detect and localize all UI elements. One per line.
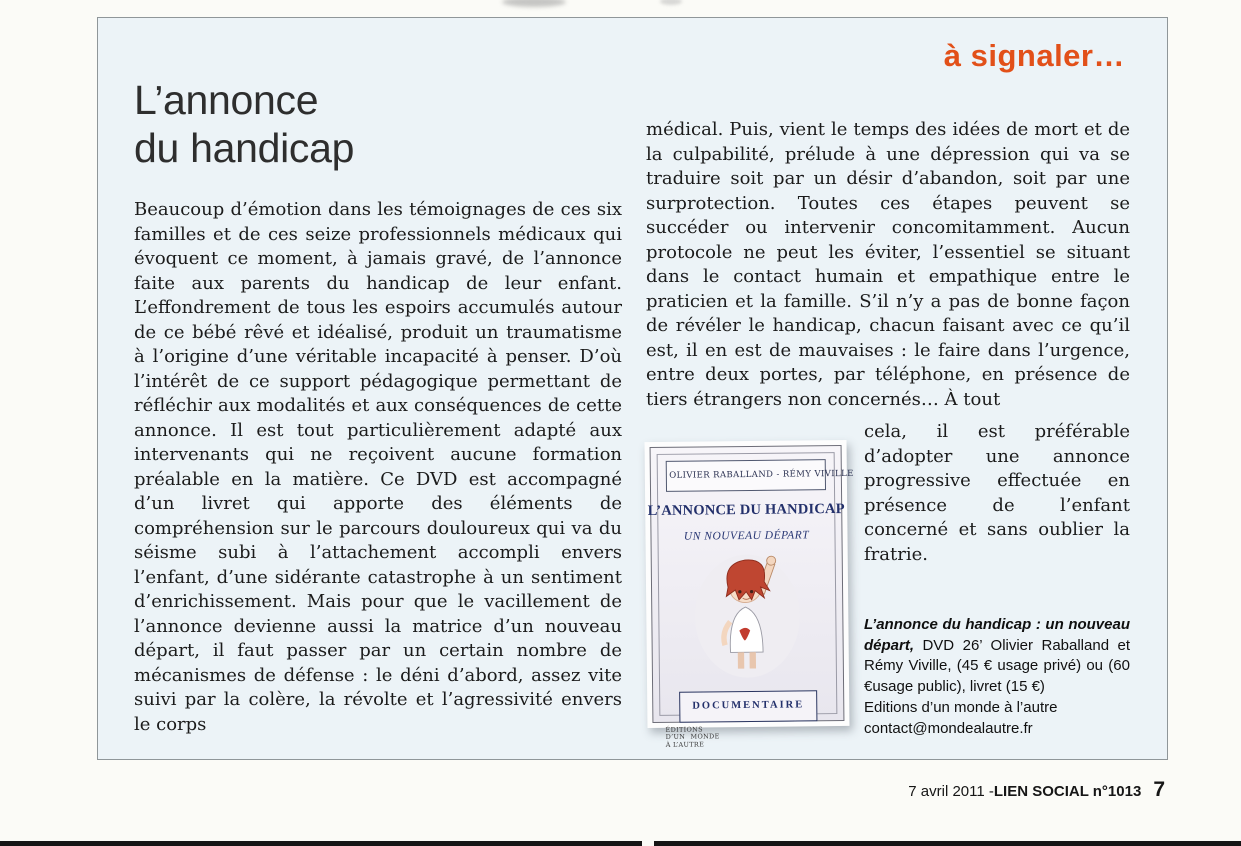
- scan-artifact-top: [502, 0, 566, 7]
- caption-details: DVD 26’ Olivier Raballand et Rémy Viville, (45 € usage privé) ou (60 €usage public), livret (15 €): [864, 636, 1130, 695]
- caption-title: L’annonce du handicap : un nouveau départ,: [864, 616, 1130, 654]
- girl-illustration-icon: [688, 550, 807, 683]
- page-footer: [908, 778, 1165, 802]
- dvd-cover-illustration: [688, 550, 807, 691]
- article-column-right: [646, 118, 1130, 749]
- content-panel: [97, 17, 1168, 760]
- dvd-cover-frame: [647, 452, 854, 749]
- article-column-right-text: médical. Puis, vient le temps des idées de mort et de la culpabilité, prélude à une dépression qui va se traduire soit par un désir d’abandon, soit par une surprotection. Toutes ces étapes peuvent se succéder ou intervenir concomitamment. Aucun protocole ne peut les éviter, l’essentiel se situant dans le contact humain et empathique entre le praticien et la famille. S’il n’y a pas de bonne façon de révéler le handicap, chacun faisant avec ce qu’il est, il en est de mauvaises : le faire dans l’urgence, entre deux portes, par téléphone, en présence de tiers étrangers non concernés… À tout: [646, 119, 1130, 410]
- section-flag: à signaler…: [943, 38, 1125, 73]
- media-side-column: [864, 420, 1130, 739]
- dvd-cover: [647, 445, 854, 749]
- caption-publisher: Editions d’un monde à l’autre: [864, 699, 1058, 716]
- dvd-publisher-mark: ÉDITIONS D’UN MONDE À L’AUTRE: [665, 724, 720, 749]
- dvd-subtitle: UN NOUVEAU DÉPART: [683, 529, 810, 543]
- footer-date: 7 avril 2011 -: [908, 783, 994, 800]
- footer-page-number: 7: [1153, 778, 1165, 801]
- dvd-title: L’ANNONCE DU HANDICAP: [647, 500, 845, 519]
- article-title: [134, 76, 354, 172]
- photo-caption: [864, 615, 1130, 739]
- caption-credit: [864, 615, 1130, 697]
- scan-artifact-top-2: [660, 0, 682, 5]
- article-column-left: Beaucoup d’émotion dans les témoignages de ces six familles et de ces seize professionnels médicaux qui évoquent ce moment, à jamais gravé, de l’annonce faite aux parents du handicap de leur enfant. L’effondrement de tous les espoirs accumulés autour de ce bébé rêvé et idéalisé, produit un traumatisme à l’origine d’une véritable incapacité à penser. D’où l’intérêt de ce support pédagogique permettant de réfléchir aux modalités et aux conséquences de cette annonce. Il est tout particulièrement adapté aux intervenants qui ne reçoivent aucune formation préalable en la matière. Ce DVD est accompagné d’un livret qui apporte des éléments de compréhension sur le parcours douloureux qui va du séisme subi à l’attachement accompli envers l’enfant, d’une sidérante catastrophe à un sentiment d’enrichissement. Mais pour que le vacillement de l’annonce devienne aussi la matrice d’un nouveau départ, il faut passer par un certain nombre de mécanismes de défense : le déni d’abord, assez vite suivi par la colère, la révolte et l’agressivité envers le corps: [134, 199, 622, 735]
- article-wrap-text: cela, il est préférable d’adopter une annonce progressive effectuée en présence de l’enfant concerné et sans oublier la fratrie.: [864, 421, 1130, 565]
- scan-artifact-bottom-right: [654, 841, 1241, 846]
- dvd-cover-photo: [645, 440, 854, 749]
- dvd-authors: OLIVIER RABALLAND - RÉMY VIVILLE: [666, 459, 826, 491]
- media-row: [646, 420, 1130, 749]
- dvd-genre-label: DOCUMENTAIRE: [679, 690, 817, 722]
- caption-email: contact@mondealautre.fr: [864, 719, 1033, 737]
- article-title-line2: du handicap: [134, 125, 355, 171]
- scan-artifact-bottom-left: [0, 841, 642, 846]
- footer-journal-name: LIEN SOCIAL n°1013: [993, 783, 1142, 800]
- article-title-line1: L’annonce: [134, 77, 319, 123]
